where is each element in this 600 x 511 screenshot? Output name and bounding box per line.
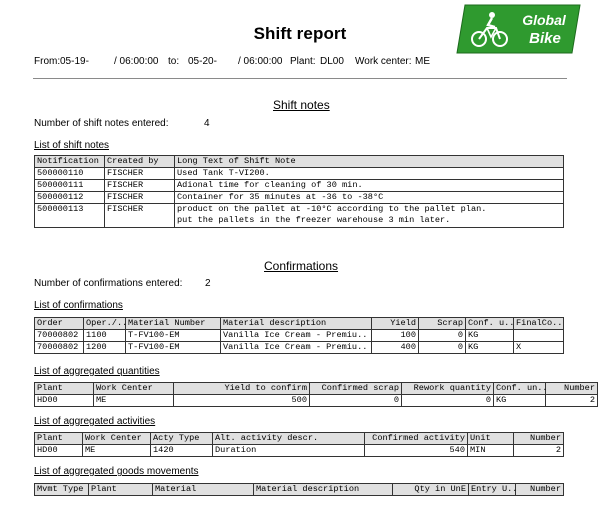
- note-text-cell: [175, 204, 564, 228]
- plant-value: DL00: [320, 56, 344, 67]
- unit-cell: KG: [466, 342, 514, 354]
- column-header: Rework quantity: [402, 383, 494, 395]
- shift-notes-count-label: Number of shift notes entered:: [34, 118, 169, 129]
- table-header-row: [35, 318, 564, 330]
- column-header: Conf. un..: [494, 383, 546, 395]
- material-description-cell: Vanilla Ice Cream - Premiu..: [221, 342, 372, 354]
- column-header: Work Center: [94, 383, 174, 395]
- column-header: Material Number: [126, 318, 221, 330]
- table-header-row: [35, 383, 598, 395]
- number-cell: 2: [546, 395, 598, 407]
- notification-cell: 500000111: [35, 180, 105, 192]
- column-header: Unit: [468, 433, 514, 445]
- column-header: Confirmed scrap: [310, 383, 402, 395]
- aggregated-activities-table: [34, 432, 564, 457]
- created-by-cell: FISCHER: [105, 192, 175, 204]
- logo-text-bike: Bike: [529, 30, 561, 47]
- notification-cell: 500000110: [35, 168, 105, 180]
- notification-cell: 500000112: [35, 192, 105, 204]
- operation-cell: 1200: [84, 342, 126, 354]
- shift-notes-heading: Shift notes: [273, 98, 330, 112]
- column-header: Confirmed activity: [365, 433, 468, 445]
- column-header: Plant: [89, 484, 153, 496]
- column-header: Conf. u..: [466, 318, 514, 330]
- activity-description-cell: Duration: [213, 445, 365, 457]
- to-date: 05-20-: [188, 56, 217, 67]
- plant-cell: HD00: [35, 445, 83, 457]
- from-time: / 06:00:00: [114, 56, 159, 67]
- column-header: Plant: [35, 433, 83, 445]
- created-by-cell: FISCHER: [105, 168, 175, 180]
- created-by-cell: FISCHER: [105, 204, 175, 228]
- material-description-cell: Vanilla Ice Cream - Premiu..: [221, 330, 372, 342]
- table-header-row: [35, 156, 564, 168]
- note-text-cell: Container for 35 minutes at -36 to -38°C: [175, 192, 564, 204]
- yield-cell: 100: [372, 330, 419, 342]
- column-header: Number: [514, 433, 564, 445]
- column-header: Number: [516, 484, 564, 496]
- rework-cell: 0: [402, 395, 494, 407]
- yield-cell: 400: [372, 342, 419, 354]
- column-header: Order: [35, 318, 84, 330]
- unit-cell: KG: [466, 330, 514, 342]
- confirmed-activity-cell: 540: [365, 445, 468, 457]
- confirmations-heading: Confirmations: [264, 259, 339, 273]
- column-header: Notification: [35, 156, 105, 168]
- scrap-cell: 0: [419, 342, 466, 354]
- column-header: Number: [546, 383, 598, 395]
- column-header: Long Text of Shift Note: [175, 156, 564, 168]
- column-header: Oper./..: [84, 318, 126, 330]
- shift-notes-list-title: List of shift notes: [34, 140, 110, 151]
- to-time: / 06:00:00: [238, 56, 283, 67]
- to-label: to:: [168, 56, 180, 67]
- work-center-label: Work center:: [355, 56, 412, 67]
- notification-cell: 500000113: [35, 204, 105, 228]
- number-cell: 2: [514, 445, 564, 457]
- note-text-line: put the pallets in the freezer warehouse 3 min later.: [177, 215, 451, 225]
- work-center-cell: ME: [83, 445, 151, 457]
- column-header: Created by: [105, 156, 175, 168]
- note-text-cell: Used Tank T-VI200.: [175, 168, 564, 180]
- plant-cell: HD00: [35, 395, 94, 407]
- table-row[interactable]: [35, 168, 564, 180]
- confirmations-count-label: Number of confirmations entered:: [34, 278, 183, 289]
- aggregated-activities-title: List of aggregated activities: [34, 416, 156, 427]
- table-row[interactable]: [35, 445, 564, 457]
- from-label: From:: [34, 56, 61, 67]
- confirmations-list-title: List of confirmations: [34, 300, 123, 311]
- material-cell: T-FV100-EM: [126, 330, 221, 342]
- final-confirmation-cell: [514, 330, 564, 342]
- column-header: Work Center: [83, 433, 151, 445]
- order-cell: 70000802: [35, 330, 84, 342]
- from-date: 05-19-: [60, 56, 89, 67]
- aggregated-quantities-table: [34, 382, 598, 407]
- page-title: Shift report: [253, 24, 347, 43]
- column-header: Alt. activity descr.: [213, 433, 365, 445]
- plant-label: Plant:: [290, 56, 316, 67]
- work-center-value: ME: [415, 56, 430, 67]
- shift-notes-table: [34, 155, 564, 228]
- column-header: Scrap: [419, 318, 466, 330]
- column-header: Yield to confirm: [174, 383, 310, 395]
- column-header: Mvmt Type: [35, 484, 89, 496]
- confirmations-count: 2: [205, 278, 211, 289]
- aggregated-goods-table: [34, 483, 564, 496]
- order-cell: 70000802: [35, 342, 84, 354]
- table-row[interactable]: [35, 395, 598, 407]
- table-row[interactable]: [35, 204, 564, 228]
- unit-cell: KG: [494, 395, 546, 407]
- logo-text-global: Global: [522, 12, 566, 28]
- column-header: Material description: [221, 318, 372, 330]
- shift-notes-count: 4: [204, 118, 210, 129]
- table-row[interactable]: [35, 330, 564, 342]
- unit-cell: MIN: [468, 445, 514, 457]
- table-header-row: [35, 433, 564, 445]
- confirmations-table: [34, 317, 564, 354]
- material-cell: T-FV100-EM: [126, 342, 221, 354]
- operation-cell: 1100: [84, 330, 126, 342]
- created-by-cell: FISCHER: [105, 180, 175, 192]
- global-bike-logo: [457, 3, 580, 53]
- aggregated-quantities-title: List of aggregated quantities: [34, 366, 160, 377]
- scrap-cell: 0: [419, 330, 466, 342]
- note-text-line: product on the pallet at -10°C according to the pallet plan.: [177, 204, 487, 214]
- column-header: Acty Type: [151, 433, 213, 445]
- column-header: FinalCo..: [514, 318, 564, 330]
- column-header: Material: [153, 484, 254, 496]
- header-divider: [33, 78, 567, 79]
- column-header: Plant: [35, 383, 94, 395]
- activity-type-cell: 1420: [151, 445, 213, 457]
- table-row[interactable]: [35, 342, 564, 354]
- column-header: Material description: [254, 484, 393, 496]
- work-center-cell: ME: [94, 395, 174, 407]
- table-header-row: [35, 484, 564, 496]
- final-confirmation-cell: X: [514, 342, 564, 354]
- note-text-cell: Adional time for cleaning of 30 min.: [175, 180, 564, 192]
- table-row[interactable]: [35, 192, 564, 204]
- aggregated-goods-title: List of aggregated goods movements: [34, 466, 199, 477]
- table-row[interactable]: [35, 180, 564, 192]
- yield-cell: 500: [174, 395, 310, 407]
- column-header: Entry U..: [469, 484, 516, 496]
- column-header: Yield: [372, 318, 419, 330]
- scrap-cell: 0: [310, 395, 402, 407]
- column-header: Qty in UnE: [393, 484, 469, 496]
